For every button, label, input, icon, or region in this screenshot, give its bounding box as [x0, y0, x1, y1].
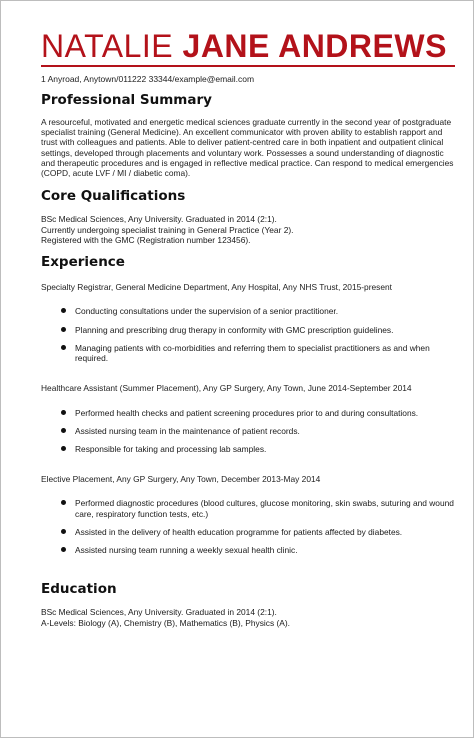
duty-item: Assisted in the delivery of health education programme for patients affected by diabetes.: [41, 527, 455, 537]
education-list: [41, 607, 455, 628]
duty-item: Conducting consultations under the supervision of a senior practitioner.: [41, 306, 455, 316]
duty-item: Responsible for taking and processing lab samples.: [41, 444, 455, 454]
section-title-qualifications: Core Qualifications: [41, 188, 186, 205]
education-line: BSc Medical Sciences, Any University. Graduated in 2014 (2:1).: [41, 607, 277, 618]
qualification-line: Registered with the GMC (Registration number 123456).: [41, 234, 251, 245]
duty-item: Performed health checks and patient screening procedures prior to and during consultations.: [41, 408, 455, 418]
job-duties: [41, 408, 455, 455]
duty-item: Managing patients with co-morbidities and referring them to specialist practitioners as and when required.: [41, 343, 455, 363]
job-entry: [41, 474, 455, 555]
first-name: NATALIE: [41, 28, 174, 64]
contact-details: 1 Anyroad, Anytown/011222 33344/example@email.com: [41, 74, 255, 84]
job-heading: Elective Placement, Any GP Surgery, Any Town, December 2013-May 2014: [41, 474, 321, 485]
qualification-line: BSc Medical Sciences, Any University. Graduated in 2014 (2:1).: [41, 214, 277, 225]
duty-item: Performed diagnostic procedures (blood cultures, glucose monitoring, skin swabs, suturing and wound care, respiratory function tests, etc.): [41, 498, 455, 518]
middle-last-name: JANE ANDREWS: [182, 28, 447, 64]
job-entry: [41, 282, 455, 363]
job-heading: Healthcare Assistant (Summer Placement), Any GP Surgery, Any Town, June 2014-September 2014: [41, 383, 412, 394]
education-line: A-Levels: Biology (A), Chemistry (B), Mathematics (B), Physics (A).: [41, 617, 290, 628]
duty-item: Assisted nursing team in the maintenance of patient records.: [41, 426, 455, 436]
job-entry: [41, 383, 455, 454]
qualification-line: Currently undergoing specialist training in General Practice (Year 2).: [41, 224, 294, 235]
job-duties: [41, 498, 455, 555]
qualifications-list: [41, 214, 455, 245]
job-duties: [41, 306, 455, 363]
section-title-summary: Professional Summary: [41, 92, 212, 108]
summary-text: A resourceful, motivated and energetic medical sciences graduate currently in the second year of postgraduate specialist training (General Medicine). An excellent communicator with proven ability to establish rapport and trust with colleagues and patients. Able to deliver patient-centred care in both inpatient and outpatient clinical settings, developed through placements and voluntary work. Possesses a sound understanding of diagnostic and therapeutic procedures and is engaged in reflective medical practice. Can respond to medical emergencies (COPD, acute LVF / MI / diabetic coma).: [41, 117, 454, 179]
section-title-experience: Experience: [41, 254, 125, 271]
duty-item: Assisted nursing team running a weekly sexual health clinic.: [41, 545, 455, 555]
candidate-name: [41, 1, 455, 63]
job-heading: Specialty Registrar, General Medicine Department, Any Hospital, Any NHS Trust, 2015-present: [41, 282, 392, 293]
section-title-education: Education: [41, 581, 117, 598]
header-rule: [41, 65, 455, 67]
duty-item: Planning and prescribing drug therapy in conformity with GMC prescription guidelines.: [41, 325, 455, 335]
